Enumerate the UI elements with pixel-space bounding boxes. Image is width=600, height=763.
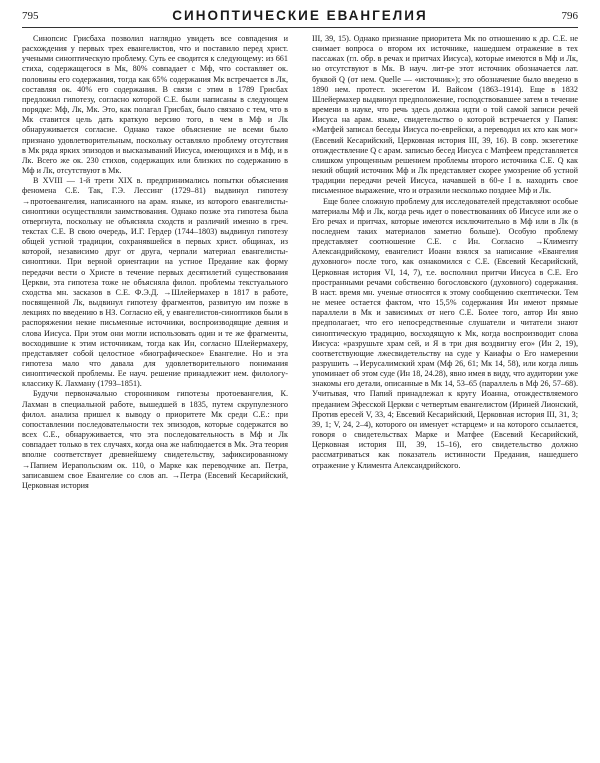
paragraph: Еще более сложную проблему для исследователей представляют особые материалы Мф и Лк, когда речь идет о повествованиях об Иисусе или же о Его речах и притчах, которые имеются исключительно в Мф или в Лк (в последнем таких материалов заметно больше). Особую проблему представляет соотношение С.Е. с Ин. Согласно →Клименту Александрийскому, евангелист Иоанн взялся за написание «Евангелия духовного» после того, как ознакомился с С.Е. (Евсевий Кесарийский, Церковная история VI, 14, 7), т.е. восполнил притчи Иисуса в С.Е. Его пространными речами собственно богословского (духовного) содержания. В наст. время мн. ученые относятся к этому сообщению скептически. Тем не менее остается фактом, что 15,5% содержания Ин имеют прямые параллели в Мк и зависимых от него С.Е. Более того, автор Ин явно предполагает, что его непосредственные слушатели и читатели знают синоптическую традицию, восходящую к Мк, когда воспроизводит слова Иисуса: «разрушьте храм сей, и Я в три дня воздвигну его» (Ин 2, 19), соответствующие лжесвидетельству на суде у Каиафы о Его намерении разрушить →Иерусалимский храм (Мф 26, 61; Мк 14, 58), или когда лишь упоминает об этом суде (Ин 18, 24.28), явно имея в виду, что аудитории уже знакомы его детали, описанные в Мк 14, 53–65 (параллель в Мф 26, 57–68). Учитывая, что Папий принадлежал к кругу Иоанна, отождествляемого преданием Эфесской Церкви с четвертым евангелистом (Ириней Лионский, Против ересей V, 33, 4; Евсевий Кесарийский, Церковная история III, 31, 3; 39, 1; V, 24, 2–4), которого он именует «старцем» и на которого ссылается, говоря о свидетельствах Марке и Матфее (Евсевий Кесарийский, Церковная история III, 39, 15–16), его свидетельство должно рассматриваться как показатель истинности Предания, нашедшего отражение у Климента Александрийского.	[312, 196, 578, 470]
paragraph: Будучи первоначально сторонником гипотезы протоевангелия, К. Лахман в специальной работе, вышедшей в 1835, путем скрупулезного филол. анализа пришел к выводу о приоритете Мк среди С.Е.: при сопоставлении последовательности тех эпизодов, которые содержатся во всех С.Е., обнаруживается, что эта последовательность в Мф и Лк совпадает только в тех случаях, когда она же наблюдается в Мк. Эта теория вполне соответствует древнейшему свидетельству, зафиксированному →Папием Иерапольским ок. 110, о Марке как переводчике ап. Петра, записавшем свое Евангелие со слов ап. →Петра (Евсевий Кесарийский, Церковная история	[22, 389, 288, 490]
page-header	[22, 8, 578, 26]
left-column	[22, 34, 288, 750]
paragraph: В XVIII — 1-й трети XIX в. предпринимались попытки объяснения феномена С.Е. Так, Г.Э. Лессинг (1729–81) выдвинул гипотезу →протоевангелия, написанного на арам. языке, из которого евангелисты-синоптики осуществляли заимствования. Однако позже эта гипотеза была отвергнута, поскольку не объясняла сходств и различий именно в греч. текстах С.Е. В свою очередь, И.Г. Гердер (1744–1803) выдвинул гипотезу общей устной традиции, сохранявшейся в первых христ. общинах, из которой, независимо друг от друга, черпали материал евангелисты-синоптики. При верной ориентации на устное Предание как форму передачи вести о Христе в течение первых десятилетий существования Церкви, эта гипотеза тоже не объясняла филол. проблемы текстуального сходства мн. засказов в С.Е. Ф.Э.Д. →Шлейермахер в 1817 в работе, посвященной Лк, выдвинул гипотезу фрагментов, развитую им позже в лекциях по введению в НЗ. Согласно ей, у евангелистов-синоптиков были в распоряжении некие письменные источники, воспроизводящие деяния и слова Иисуса. При этом они могли использовать один и те же фрагменты, восходившие к этим источникам, тогда как Ин, согласно Шлейермахеру, представляет собой целостное «биографическое» Евангелие. Но и эта гипотеза мало что давала для удовлетворительного понимания синоптической проблемы. Ее науч. решение принадлежит нем. филологу-классику К. Лахману (1793–1851).	[22, 176, 288, 389]
running-title: СИНОПТИЧЕСКИЕ ЕВАНГЕЛИЯ	[172, 8, 428, 23]
page-number-left: 795	[22, 10, 39, 22]
header-rule	[22, 27, 578, 28]
page-number-right: 796	[561, 10, 578, 22]
paragraph-continued: III, 39, 15). Однако признание приоритета Мк по отношению к др. С.Е. не снимает вопроса о втором их источнике, нашедшем отражение в тех пассажах (гл. обр. в речах и притчах Иисуса), которые имеются в Мф и Лк, но отсутствуют в Мк. В науч. лит-ре этот источник обозначается лат. буквой Q (от нем. Quelle — «источник»); это обозначение было введено в 1890 нем. протест. экзегетом И. Вайсом (1863–1914). Еще в 1832 Шлейермахер выдвинул предположение, господствовавшее затем в течение времени в науке, что речь здесь должна идти о той самой записи речей Иисуса на арам. языке, свидетельство о которой встречается у Папия: «Матфей записал беседы Иисуса по-еврейски, а переводил их кто как мог» (Евсевий Кесарийский, Церковная история III, 39, 16). В совр. экзегетике отождествление Q с арам. записью бесед Иисуса с Матфеем представляется слишком упрощенным решением проблемы второго источника С.Е. Q как некий общий источник Мф и Лк представляет скорее умозрение об устной традиции передачи речей Иисуса, начавшей в 60-е I в. находить свое письменное выражение, что и отразили несколько позднее Мф и Лк.	[312, 34, 578, 196]
paragraph: Синопсис Грисбаха позволил наглядно увидеть все совпадения и расхождения у первых трех евангелистов, что и поставило перед христ. учеными синоптическую проблему. Суть ее сводится к следующему: из 661 стиха, содержащегося в Мк, 80% совпадает с Мф, что составляет ок. половины его содержания, тогда как 65% содержания Мк встречается в Лк, составляя ок. 40% его содержания. В связи с этим в 1789 Грисбах предложил гипотезу, согласно которой С.Е. были написаны в следующем порядке: Мф, Лк, Мк. Это, как полагал Грисбах, было связано с тем, что в Мк ставится цель дать краткую версию того, в чем в Мф и Лк обнаруживается согласие. Однако такое объяснение не всеми было признано удовлетворительным, поскольку оставляло проблему отсутствия в Мк ряда ярких эпизодов и высказываний Иисуса, имеющихся и в Мф, и в Лк. Всего же ок. 230 стихов, содержащих или близких по содержанию в Мф и Лк, отсутствуют в Мк.	[22, 34, 288, 176]
right-column	[312, 34, 578, 750]
